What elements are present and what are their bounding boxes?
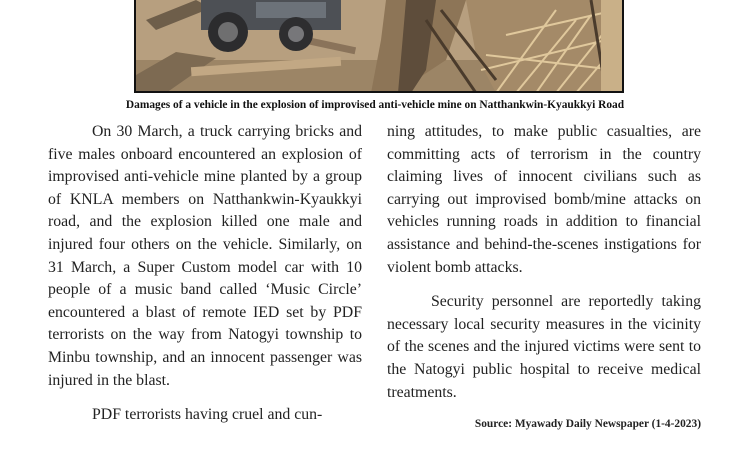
article-right-column xyxy=(387,121,701,431)
wreckage-photo xyxy=(134,0,624,93)
paragraph-2-start: PDF terrorists having cruel and cun- xyxy=(92,406,323,424)
paragraph-3: Security personnel are reportedly taking necessary local security measures in the vicinity of the scenes and the injured victims were sent to the Natogyi public hospital to receive medical treatments. xyxy=(387,293,701,401)
source-credit: Source: Myawady Daily Newspaper (1-4-2023) xyxy=(474,418,701,431)
explosion-wreckage-photo-icon xyxy=(136,0,624,93)
photo-caption: Damages of a vehicle in the explosion of improvised anti-vehicle mine on Natthankwin-Kyaukkyi Road xyxy=(125,99,625,111)
article-left-column xyxy=(48,121,362,427)
paragraph-2-end: ning attitudes, to make public casualties, are committing acts of terrorism in the country claiming lives of innocent civilians such as carrying out improvised bomb/mine attacks on vehicles running roads in addition to financial assistance and behind-the-scenes instigations for violent bomb attacks. xyxy=(387,123,701,276)
paragraph-1: On 30 March, a truck carrying bricks and five males onboard encountered an explosion of improvised anti-vehicle mine planted by a group of KNLA members on Natthankwin-Kyaukkyi road, and the explosion killed one male and injured four others on the vehicle. Similarly, on 31 March, a Super Custom model car with 10 people of a music band called ‘Music Circle’ encountered a blast of remote IED set by PDF terrorists on the way from Natogyi township to Minbu township, and an innocent passenger was injured in the blast. xyxy=(48,123,362,389)
